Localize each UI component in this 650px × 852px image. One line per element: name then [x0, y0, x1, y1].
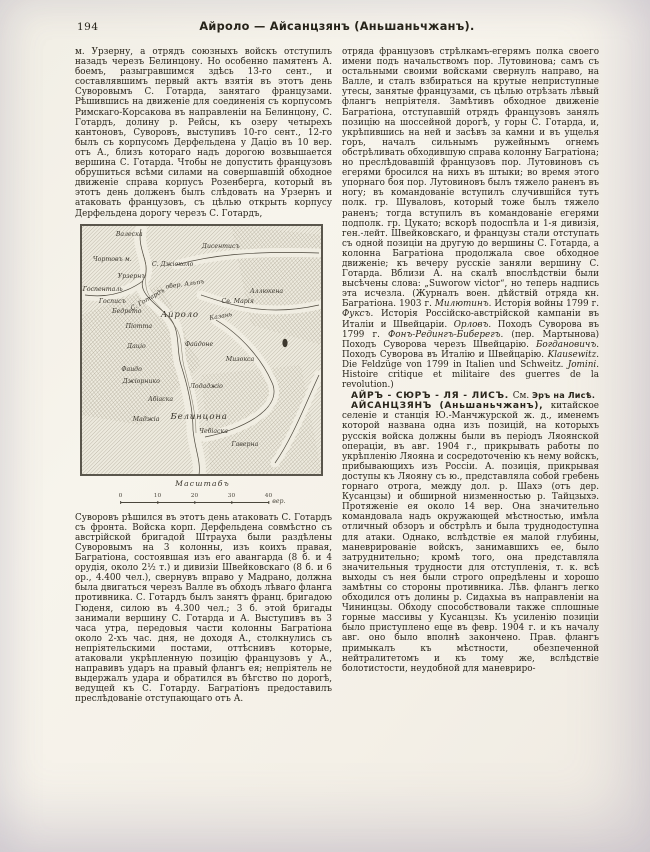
map-place-label: С. Готардъ	[129, 286, 167, 312]
map-place-label: Аллюкена	[249, 288, 284, 296]
scale-tick: 40	[265, 491, 272, 501]
entry-term: АЙРЪ - СЮРЪ - ЛЯ - ЛИСЪ.	[351, 391, 513, 402]
text-segment: Богдановичъ.	[535, 339, 599, 350]
text-segment: Jomini.	[567, 359, 599, 370]
map-place-label: Св. Марія	[221, 298, 254, 306]
map-place-label: Чортовъ м.	[92, 255, 132, 263]
map-place-label: Урзернъ	[117, 273, 146, 281]
map-place-label: С. Джіоколо	[151, 260, 194, 268]
map-place-label: Фаидо	[121, 365, 142, 373]
text-segment: Походъ Суворова въ Италію и Швейцарію.	[342, 349, 548, 360]
text-segment: См.	[512, 391, 532, 402]
scale-tick: 30	[228, 491, 235, 501]
text-segment: Фонъ-Редингъ-Биберегъ.	[388, 329, 504, 340]
text-segment: Исторія войны 1799 г.	[491, 299, 599, 310]
map-labels	[81, 225, 322, 475]
map-place-label: Піотта	[125, 323, 153, 331]
text-segment: китайское селеніе и станція Ю.-Манчжурской ж. д., именемъ которой названа одна изъ позицій, на которыхъ русскія войска должны были въ періодъ Ляоянской операціи, въ авг. 1904 г., прикрывать работы по укрѣпленію Ляояна и сосредоточенію къ нему войскъ, прибывающихъ изъ Россіи. А. позиція, прикрывая доступы къ Ляояну съ ю., представляла собой гребень горнаго отрога, между дол. р. Шахэ (отъ дер. Кусанцзы) и обширной низменностью р. Тайцзыхэ. Протяженіе ея около 14 вер. Она значительно командовала надъ окружающей мѣстностью, имѣла отличный обзоръ и обстрѣлъ и была труднодоступна для атаки. Однако, вслѣдствіе ея малой глубины, маневрированіе войскъ, занимавшихъ ее, было затруднительно; кромѣ того, она представляла значительныя трудности для отступленія, т. к. всѣ выходы съ нея были строго опредѣлены и хорошо замѣтны со стороны противника. Лѣв. флангъ легко обходился отъ долины р. Сидахыа въ направленіи на Чининцзы. Обходу способствовали также сплошные горные массивы у Кусанцзы. Къ усиленію позиціи было приступлено еще въ февр. 1904 г. и къ началу авг. оно было вполнѣ закончено. Прав. флангъ примыкалъ къ мѣстности, обезпеченной нейтралитетомъ и къ тому же, вслѣдствіе болотистости, неудобной для маневриро-	[342, 401, 599, 674]
page-title: Айроло — Айсанцзянъ (Аньшаньчжанъ).	[199, 20, 475, 33]
map-scale-unit: вер.	[272, 497, 286, 505]
page-number: 194	[77, 21, 99, 33]
map-scale-row	[118, 490, 288, 506]
map-place-label: Файдоне	[184, 340, 214, 348]
right-paragraph-1	[342, 47, 599, 390]
entry-term: АЙСАНЦЗЯНЪ (Аньшаньчжанъ),	[351, 401, 551, 412]
page-content	[75, 16, 599, 704]
running-header	[75, 16, 599, 40]
map-place-label: Валеска	[115, 230, 143, 238]
left-column	[75, 47, 332, 704]
map-place-label: обер. Альпъ	[164, 277, 205, 291]
left-paragraph-1: м. Урзерну, а отрядъ союзныхъ войскъ отступилъ назадъ черезъ Белинцону. Но особенно памятенъ А. боемъ, разыгравшимся здѣсь 13-го сент., и составлявшимъ первый актъ взятія въ этотъ день Суворовымъ С. Готарда, занятаго французами. Рѣшившись на движеніе для соединенія съ корпусомъ Римскаго-Корсакова въ направленіи на Белинцону, С. Готардъ, долину р. Рейсы, къ озеру четырехъ кантоновъ, Суворовъ, выступивъ 10-го сент., 12-го былъ съ корпусомъ Дерфельдена у Даціо въ 10 вер. отъ А., близъ котораго надъ дорогою возвышается вершина С. Готарда. Чтобы не допустить французовъ обрушиться всѣми силами на совершавшій обходное движеніе справа корпусъ Розенберга, который въ этотъ день долженъ былъ слѣдовать на Урзернъ и атаковать французовъ, съ цѣлью открыть корпусу Дерфельдена дорогу черезъ С. Готардъ,	[75, 47, 332, 219]
map-place-label: Бедрето	[112, 308, 142, 316]
map-figure	[80, 224, 325, 506]
map-scale-bar	[118, 490, 273, 503]
scale-tick: 20	[191, 491, 198, 501]
map-place-label: Айроло	[160, 309, 199, 320]
map-place-label: Госпенталь	[82, 285, 123, 293]
text-segment: Исторія Россійско-австрійской кампаніи въ Италіи и Швейцаріи.	[342, 309, 599, 330]
map-place-label: Госписъ	[98, 298, 126, 306]
text-segment: Die Feldzüge von 1799 in Italien und Schweitz.	[342, 359, 568, 370]
map-place-label: Казань	[208, 311, 233, 322]
text-segment: отряда французовъ стрѣлкамъ-егерямъ полка своего имени подъ начальствомъ пор. Лутовинова; самъ съ остальными своими войсками свернулъ направо, на Валле, и сталъ взбираться на крутые неприступные утесы, занятые французами, съ цѣлью отрѣзать лѣвый флангъ непріятеля. Замѣтивъ обходное движеніе Багратіона, отступавшій отрядъ французовъ занялъ позицію на шоссейной дорогѣ, у горы С. Готарда, и, укрѣпившись на ней и засѣвъ за камни и въ ущелья горъ, началъ сильнымъ ружейнымъ огнемъ обстрѣливать обходившую справа колонну Багратіона; но преслѣдовавшій французовъ пор. Лутовиновъ съ егерями бросился на нихъ въ штыки; во время этого упорнаго боя пор. Лутовиновъ былъ тяжело раненъ въ ногу; въ командованіе вступилъ случившійся тутъ полк. гр. Шуваловъ, который тоже былъ тяжело раненъ; тогда вступилъ въ командованіе егерями подполк. гр. Цукато; вскорѣ подоспѣла и 1-я дивизія, ген.-лейт. Швейковскаго, и французы стали отступать съ одной позиціи на другую до вершины С. Готарда, а колонна Багратіона продолжала свое обходное движеніе; къ вечеру русскіе заняли вершину С. Готарда. Вблизи А. на скалѣ впослѣдствіи были высѣчены слова: „Suworow victor“, но теперь надпись эта исчезла. (Журналъ воен. дѣйствій отряда кн. Багратіона. 1903 г.	[342, 47, 599, 310]
map-place-label: Мизокса	[225, 355, 255, 363]
text-segment: Милютинъ.	[434, 299, 492, 310]
entry-aisantszyan	[342, 401, 599, 674]
text-columns	[75, 47, 599, 704]
text-segment: (пер. Мартынова) Походъ Суворова черезъ Швейцарію.	[342, 329, 599, 350]
map-frame	[80, 224, 323, 476]
scale-tick: 0	[119, 491, 123, 501]
map-place-label: Абіаска	[148, 395, 174, 403]
entry-air-sur-la-lys	[342, 390, 599, 401]
left-paragraph-2: Суворовъ рѣшился въ этотъ день атаковать С. Готардъ съ фронта. Войска корп. Дерфельдена совмѣстно съ австрійской бригадой Штрауха были раздѣлены Суворовымъ на 3 колонны, изъ коихъ правая, Багратіона, состоявшая изъ его авангарда (8 б. и 4 орудія, около 2½ т.) и дивизіи Швейковскаго (8 б. и 6 ор., 4.400 чел.), свернувъ вправо у Мадрано, должна была двигаться черезъ Валле въ обходъ лѣваго фланга противника. С. Готардъ былъ занятъ франц. бригадою Гюденя, силою въ 4.300 чел.; 3 б. этой бригады занимали вершину С. Готарда и А. Выступивъ въ 3 часа утра, передовыя части колонны Багратіона около 2-хъ час. дня, не доходя А., столкнулись съ непріятельскими постами, оттѣснивъ которые, атаковали укрѣпленную позицію французовъ у А., направивъ ударъ на правый флангъ ея; непріятель не выдержалъ удара и обратился въ бѣгство по дорогѣ, ведущей къ С. Готарду. Багратіонъ предоставилъ преслѣдованіе отступающаго отъ А.	[75, 512, 332, 705]
text-segment: Орловъ.	[453, 319, 492, 330]
map-place-label: Дисентисъ	[201, 243, 240, 251]
scale-tick: 10	[154, 491, 161, 501]
map-place-label: Гаверна	[231, 440, 259, 448]
map-place-label: Белинцона	[170, 412, 228, 423]
map-scale-caption: Масштабъ	[175, 478, 230, 488]
text-segment: Histoire critique et militaire des guerres de la revolution.)	[342, 370, 599, 391]
text-segment: Походъ Суворова въ 1799 г.	[342, 319, 599, 340]
text-segment: Klausewitz.	[547, 349, 599, 360]
entry-term: Эръ на Лисѣ.	[531, 390, 596, 401]
map-place-label: Джіорнико	[122, 378, 160, 386]
text-segment: Фуксъ.	[342, 309, 374, 320]
map-place-label: Маджіа	[132, 415, 160, 423]
map-place-label: Лодаджіо	[189, 383, 223, 391]
map-place-label: Даціо	[127, 343, 146, 351]
right-column	[342, 47, 599, 704]
map-place-label: Чебіаска	[199, 428, 228, 436]
